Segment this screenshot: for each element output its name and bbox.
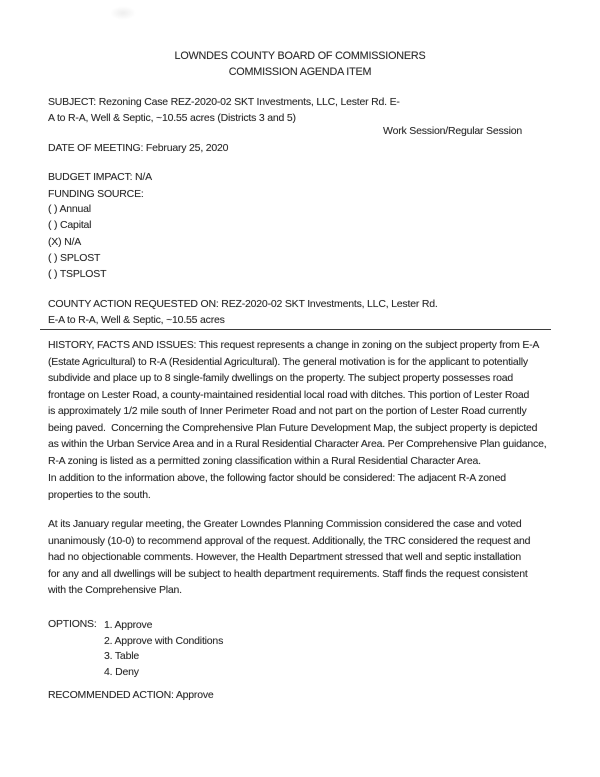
document-subtitle: COMMISSION AGENDA ITEM xyxy=(228,65,372,78)
county-action-line-1: COUNTY ACTION REQUESTED ON: REZ-2020-02 SKT Investments, LLC, Lester Rd. xyxy=(48,298,438,310)
session-type-label: Work Session/Regular Session xyxy=(383,125,522,137)
subject-line-2: A to R-A, Well & Septic, ~10.55 acres (Districts 3 and 5) xyxy=(48,112,296,124)
consideration-paragraph xyxy=(48,470,506,503)
history-line: frontage on Lester Road, a county-maintained residential local road with ditches. This portion of Lester Road xyxy=(48,388,530,401)
funding-option-tsplost: ( ) TSPLOST xyxy=(48,268,107,281)
history-line: R-A zoning is listed as a permitted zoning classification within a Rural Residential Character Area. xyxy=(48,454,481,467)
option-approve-with-conditions: 2. Approve with Conditions xyxy=(104,634,224,647)
history-line: HISTORY, FACTS AND ISSUES: This request represents a change in zoning on the subject property from E-A xyxy=(48,339,540,351)
options-label: OPTIONS: xyxy=(48,618,97,630)
subject-block xyxy=(48,94,400,126)
history-line: as within the Urban Service Area and in a Rural Residential Character Area. Per Comprehensive Plan guidance, xyxy=(48,438,547,451)
commission-line: had no objectionable comments. However, the Health Department stressed that well and septic installation xyxy=(48,551,521,564)
document-header xyxy=(0,49,600,80)
history-line: being paved. Concerning the Comprehensive Plan Future Development Map, the subject property is depicted xyxy=(48,421,538,434)
funding-option-capital: ( ) Capital xyxy=(48,219,92,232)
history-line: is approximately 1/2 mile south of Inner Perimeter Road and not part on the portion of Lester Road currently xyxy=(48,405,527,418)
funding-option-na: (X) N/A xyxy=(48,235,82,248)
recommended-action: RECOMMENDED ACTION: Approve xyxy=(48,689,214,701)
funding-source-label: FUNDING SOURCE: xyxy=(48,188,144,200)
option-deny: 4. Deny xyxy=(104,665,139,678)
history-line: subdivide and place up to 8 single-family dwellings on the property. The subject property possesses road xyxy=(48,372,514,385)
commission-line: for any and all dwellings will be subject to health department requirements. Staff finds the request consistent xyxy=(48,567,528,580)
option-table: 3. Table xyxy=(104,650,139,663)
funding-option-annual: ( ) Annual xyxy=(48,203,91,215)
consideration-line: In addition to the information above, the following factor should be considered: The adjacent R-A zoned xyxy=(48,472,506,484)
date-of-meeting: DATE OF MEETING: February 25, 2020 xyxy=(48,142,229,154)
section-divider xyxy=(40,329,551,330)
budget-impact: BUDGET IMPACT: N/A xyxy=(48,171,152,183)
options-list xyxy=(104,618,223,680)
county-action-line-2: E-A to R-A, Well & Septic, ~10.55 acres xyxy=(48,314,225,327)
planning-commission-paragraph xyxy=(48,516,530,599)
funding-option-splost: ( ) SPLOST xyxy=(48,251,101,264)
commission-line: with the Comprehensive Plan. xyxy=(48,584,182,597)
subject-line-1: SUBJECT: Rezoning Case REZ-2020-02 SKT Investments, LLC, Lester Rd. E- xyxy=(48,96,400,108)
history-facts-issues-paragraph xyxy=(48,337,546,469)
funding-options-list xyxy=(48,201,106,282)
history-line: (Estate Agricultural) to R-A (Residential Agricultural). The general motivation is for the applicant to potentially xyxy=(48,355,528,368)
county-action-block xyxy=(48,296,438,328)
commission-line: unanimously (10-0) to recommend approval of the request. Additionally, the TRC considered the request and xyxy=(48,534,531,547)
document-title: LOWNDES COUNTY BOARD OF COMMISSIONERS xyxy=(174,50,426,62)
option-approve: 1. Approve xyxy=(104,619,153,631)
scan-artifact xyxy=(110,6,136,20)
commission-line: At its January regular meeting, the Greater Lowndes Planning Commission considered the case and voted xyxy=(48,518,522,530)
consideration-line: properties to the south. xyxy=(48,488,151,501)
